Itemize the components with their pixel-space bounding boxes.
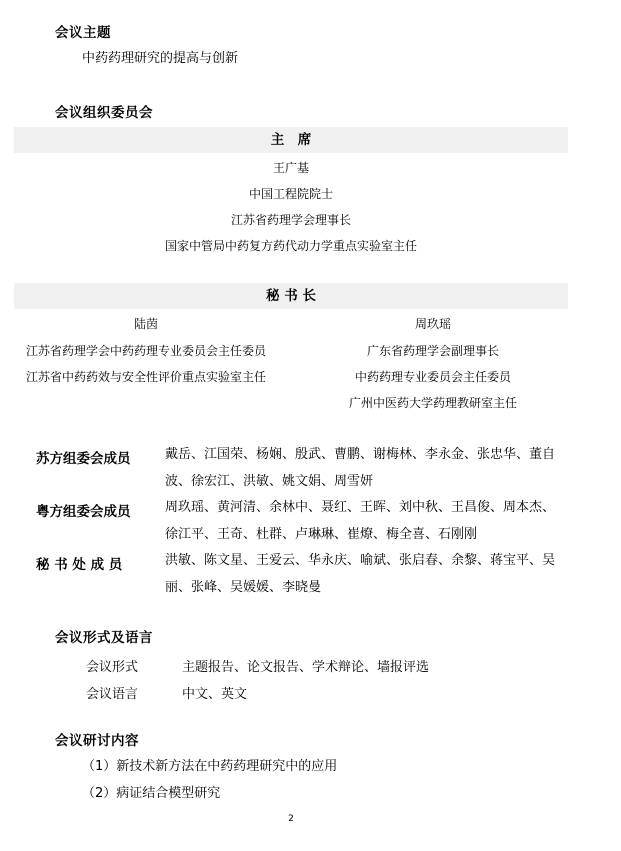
theme-heading: 会议主题 xyxy=(55,25,111,41)
theme-text: 中药药理研究的提高与创新 xyxy=(82,51,239,66)
committee-heading: 会议组织委员会 xyxy=(55,105,153,121)
secretary-right-name: 周玖瑶 xyxy=(414,317,451,331)
group-members-suzhou: 戴岳、江国荣、杨娴、殷武、曹鹏、谢梅林、李永金、张忠华、董自波、徐宏江、洪敏、姚文娟、周雪妍 xyxy=(165,447,556,489)
chair-title: 中国工程院院士 xyxy=(248,187,333,201)
content-heading: 会议研讨内容 xyxy=(55,733,139,749)
chair-title: 江苏省药理学会理事长 xyxy=(230,213,351,227)
secretary-right-title: 广州中医药大学药理教研室主任 xyxy=(348,396,517,410)
secretary-general-band: 秘 书 长 xyxy=(14,283,568,309)
secretary-right-title: 广东省药理学会副理事长 xyxy=(366,344,499,358)
format-row-label: 会议形式 xyxy=(86,660,139,675)
format-heading: 会议形式及语言 xyxy=(55,630,153,646)
format-row-value: 主题报告、论文报告、学术辩论、墙报评选 xyxy=(182,660,430,675)
group-members-guangdong: 周玖瑶、黄河清、余林中、聂红、王晖、刘中秋、王昌俊、周本杰、徐江平、王奇、杜群、卢琳琳、崔燎、梅全喜、石刚刚 xyxy=(165,500,556,542)
language-row-label: 会议语言 xyxy=(86,687,139,702)
group-members-secretariat: 洪敏、陈文星、王爱云、华永庆、喻斌、张启春、余黎、蒋宝平、吴丽、张峰、吴媛媛、李晓曼 xyxy=(165,553,556,595)
group-label-guangdong: 粤方组委会成员 xyxy=(36,504,131,520)
secretary-left-title: 江苏省中药药效与安全性评价重点实验室主任 xyxy=(25,370,266,384)
chair-band: 主 席 xyxy=(14,127,568,153)
group-label-suzhou: 苏方组委会成员 xyxy=(36,451,131,467)
group-label-secretariat: 秘 书 处 成 员 xyxy=(36,557,123,573)
secretary-left-name: 陆茵 xyxy=(133,317,158,331)
chair-title: 国家中管局中药复方药代动力学重点实验室主任 xyxy=(164,239,417,253)
secretary-right-title: 中药药理专业委员会主任委员 xyxy=(354,370,511,384)
chair-name: 王广基 xyxy=(272,161,309,175)
language-row-value: 中文、英文 xyxy=(182,687,248,702)
secretary-left-title: 江苏省药理学会中药药理专业委员会主任委员 xyxy=(25,344,266,358)
content-item: （1）新技术新方法在中药药理研究中的应用 xyxy=(82,759,338,774)
page-number: 2 xyxy=(288,814,294,824)
content-item: （2）病证结合模型研究 xyxy=(82,786,221,801)
